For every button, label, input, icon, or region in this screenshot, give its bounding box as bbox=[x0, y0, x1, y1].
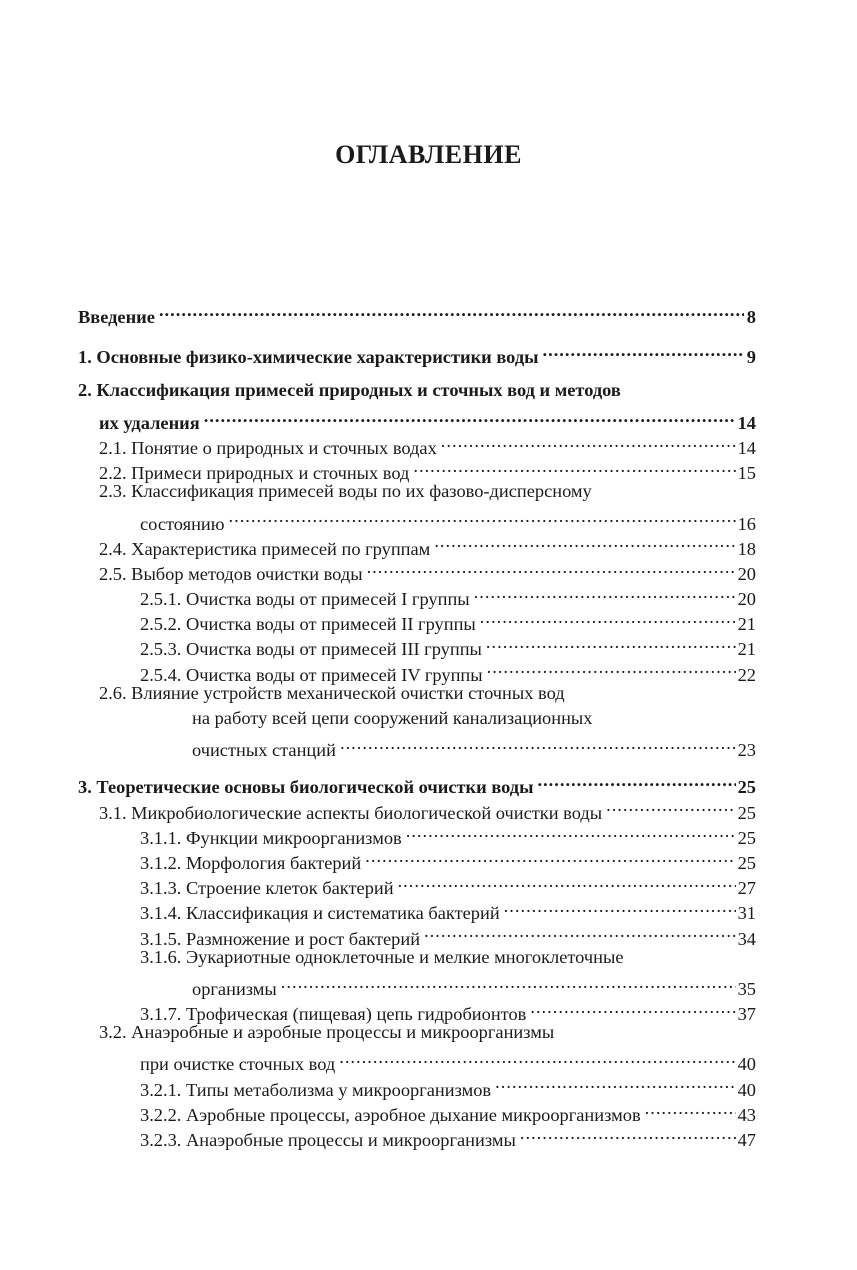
toc-entry-title: 2.6. Влияние устройств механической очистки сточных вод bbox=[99, 682, 565, 703]
toc-entry-page-number: 31 bbox=[737, 903, 756, 924]
dot-leader bbox=[398, 869, 736, 894]
dot-leader bbox=[530, 995, 735, 1020]
toc-entry-title: организмы bbox=[192, 978, 277, 999]
toc-entry-page-number: 25 bbox=[737, 802, 756, 823]
dot-leader bbox=[486, 630, 736, 655]
toc-entry-title: 2.5.1. Очистка воды от примесей I группы bbox=[140, 589, 470, 610]
toc-entry-title: на работу всей цепи сооружений канализационных bbox=[192, 707, 593, 728]
toc-entry-page-number: 16 bbox=[737, 513, 756, 534]
dot-leader bbox=[204, 404, 736, 429]
toc-entry-page-number: 20 bbox=[737, 563, 756, 584]
dot-leader bbox=[606, 793, 736, 818]
toc-entry-page-number: 15 bbox=[737, 463, 756, 484]
dot-leader bbox=[434, 530, 735, 555]
toc-entry-page-number: 21 bbox=[737, 639, 756, 660]
dot-leader bbox=[229, 504, 736, 529]
toc-entry-page-number: 34 bbox=[737, 928, 756, 949]
toc-entry[interactable] bbox=[78, 970, 756, 999]
dot-leader bbox=[424, 919, 736, 944]
toc-entry-page-number: 23 bbox=[737, 740, 756, 761]
toc-entry-page-number: 25 bbox=[737, 777, 756, 798]
toc-entry-title: 3.1.5. Размножение и рост бактерий bbox=[140, 928, 421, 949]
toc-entry-title: 3.1.7. Трофическая (пищевая) цепь гидробионтов bbox=[140, 1004, 527, 1025]
toc-entry-title: 3.1.3. Строение клеток бактерий bbox=[140, 878, 394, 899]
dot-leader bbox=[645, 1096, 736, 1121]
toc-entry-title: 1. Основные физико-химические характеристики воды bbox=[78, 347, 539, 368]
toc-entry-title: 2.2. Примеси природных и сточных вод bbox=[99, 463, 410, 484]
toc-entry[interactable] bbox=[78, 404, 756, 433]
toc-entry-title: 2.5. Выбор методов очистки воды bbox=[99, 563, 363, 584]
dot-leader bbox=[339, 1045, 735, 1070]
dot-leader bbox=[537, 768, 735, 793]
toc-entry-page-number: 40 bbox=[737, 1054, 756, 1075]
toc-entry-page-number: 14 bbox=[737, 412, 756, 433]
toc-entry[interactable] bbox=[78, 1045, 756, 1075]
dot-leader bbox=[474, 580, 736, 605]
toc-entry-title: 3.1.2. Морфология бактерий bbox=[140, 852, 362, 873]
toc-entry-title: 3.2.1. Типы метаболизма у микроорганизмов bbox=[140, 1079, 492, 1100]
dot-leader bbox=[340, 731, 736, 756]
toc-entry[interactable] bbox=[78, 479, 756, 504]
toc-entry-page-number: 22 bbox=[737, 664, 756, 685]
toc-entry-page-number: 25 bbox=[737, 827, 756, 848]
dot-leader bbox=[365, 844, 735, 869]
toc-entry-title: 2.3. Классификация примесей воды по их фазово-дисперсному bbox=[99, 481, 592, 502]
toc-entry-page-number: 20 bbox=[737, 589, 756, 610]
dot-leader bbox=[281, 970, 736, 995]
toc-entry[interactable] bbox=[78, 1020, 756, 1045]
toc-entry-title: 2. Классификация примесей природных и сточных вод и методов bbox=[78, 380, 621, 401]
toc-entry[interactable] bbox=[78, 378, 756, 403]
toc-entry-title: Введение bbox=[78, 307, 155, 328]
toc-entry-title: 2.5.4. Очистка воды от примесей IV группы bbox=[140, 664, 483, 685]
dot-leader bbox=[413, 454, 735, 479]
toc-entry[interactable] bbox=[78, 731, 756, 761]
toc-entry[interactable] bbox=[78, 768, 756, 798]
table-of-contents bbox=[78, 298, 756, 1150]
toc-entry-page-number: 18 bbox=[737, 538, 756, 559]
page-title: ОГЛАВЛЕНИЕ bbox=[335, 140, 522, 169]
toc-entry-page-number: 8 bbox=[746, 307, 756, 328]
toc-entry[interactable] bbox=[78, 504, 756, 534]
toc-entry[interactable] bbox=[78, 681, 756, 706]
dot-leader bbox=[520, 1121, 736, 1146]
toc-entry-page-number: 35 bbox=[737, 978, 756, 999]
toc-entry[interactable] bbox=[78, 945, 756, 970]
dot-leader bbox=[367, 555, 736, 580]
dot-leader bbox=[406, 819, 736, 844]
toc-entry-title: 3.2.3. Анаэробные процессы и микроорганизмы bbox=[140, 1130, 516, 1150]
toc-entry-page-number: 40 bbox=[737, 1079, 756, 1100]
toc-entry-title: очистных станций bbox=[192, 740, 336, 761]
dot-leader bbox=[543, 338, 744, 363]
toc-entry[interactable] bbox=[78, 338, 756, 368]
toc-entry-title: при очистке сточных вод bbox=[140, 1054, 336, 1075]
toc-entry-page-number: 43 bbox=[737, 1104, 756, 1125]
toc-entry-page-number: 21 bbox=[737, 614, 756, 635]
toc-entry-title: их удаления bbox=[99, 412, 200, 433]
toc-entry-page-number: 9 bbox=[746, 347, 756, 368]
toc-entry-page-number: 27 bbox=[737, 878, 756, 899]
dot-leader bbox=[441, 429, 736, 454]
dot-leader bbox=[487, 655, 736, 680]
toc-entry[interactable] bbox=[78, 995, 756, 1025]
toc-entry-title: состоянию bbox=[140, 513, 225, 534]
dot-leader bbox=[159, 298, 744, 323]
toc-entry-page-number: 14 bbox=[737, 437, 756, 458]
dot-leader bbox=[504, 894, 736, 919]
toc-entry-title: 3.1. Микробиологические аспекты биологической очистки воды bbox=[99, 802, 603, 823]
toc-entry-title: 3.1.6. Эукариотные одноклеточные и мелкие многоклеточные bbox=[140, 946, 624, 967]
toc-entry-title: 2.5.2. Очистка воды от примесей II группы bbox=[140, 614, 476, 635]
toc-entry-title: 3.2. Анаэробные и аэробные процессы и микроорганизмы bbox=[99, 1022, 555, 1043]
toc-entry[interactable] bbox=[78, 706, 756, 731]
toc-entry-title: 2.4. Характеристика примесей по группам bbox=[99, 538, 431, 559]
toc-entry-title: 3.1.4. Классификация и систематика бактерий bbox=[140, 903, 500, 924]
dot-leader bbox=[495, 1070, 735, 1095]
toc-entry-page-number: 47 bbox=[737, 1130, 756, 1150]
toc-entry-title: 3.1.1. Функции микроорганизмов bbox=[140, 827, 402, 848]
toc-entry-title: 2.1. Понятие о природных и сточных водах bbox=[99, 437, 437, 458]
toc-entry-title: 3.2.2. Аэробные процессы, аэробное дыхание микроорганизмов bbox=[140, 1104, 641, 1125]
toc-entry-title: 3. Теоретические основы биологической очистки воды bbox=[78, 777, 534, 798]
toc-entry-title: 2.5.3. Очистка воды от примесей III группы bbox=[140, 639, 482, 660]
toc-entry[interactable] bbox=[78, 298, 756, 328]
toc-entry-page-number: 37 bbox=[737, 1004, 756, 1025]
toc-entry-page-number: 25 bbox=[737, 852, 756, 873]
dot-leader bbox=[480, 605, 736, 630]
